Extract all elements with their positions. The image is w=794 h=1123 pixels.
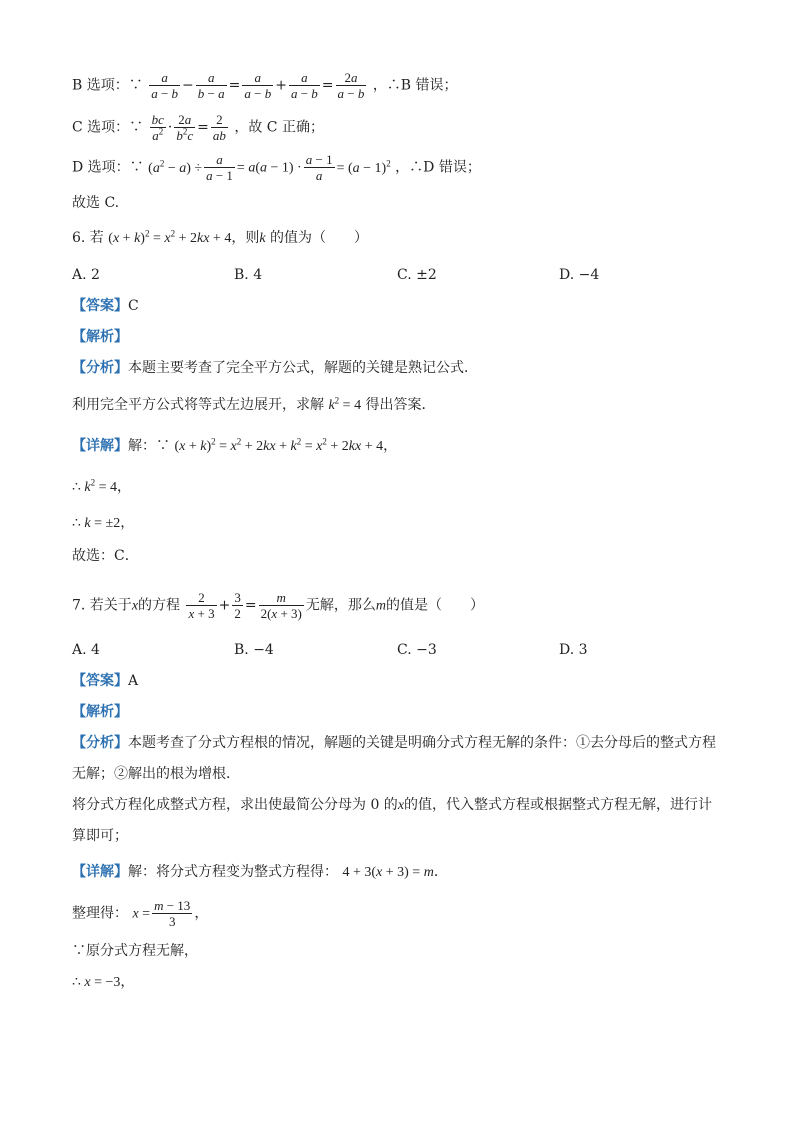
fraction: $\frac{a}{b - a}$: [197, 70, 225, 101]
option-b: B. 4: [234, 267, 263, 283]
analysis-6-line2: 利用完全平方公式将等式左边展开，求解 $k^2 = 4$ 得出答案．: [72, 395, 436, 413]
choose-line: 故选 C.: [72, 195, 120, 211]
fraction: $\frac{a}{a - 1}$: [206, 152, 233, 183]
analysis-7-line4: 算即可；: [72, 828, 128, 844]
question-6-options: [72, 265, 722, 285]
step-k-squared: ∴ $k^2 = 4$，: [72, 477, 132, 495]
fraction: $\frac{a}{a - b}$: [244, 70, 272, 101]
fraction: $\frac{m - 13}{3}$: [154, 898, 191, 929]
step-k-value: ∴ k = ±2，: [72, 516, 135, 531]
analysis-7-line2: 无解；②解出的根为增根．: [72, 766, 240, 782]
answer-6: 【答案】C: [72, 298, 139, 314]
option-c: C. −3: [397, 642, 437, 658]
option-b: B. −4: [234, 642, 274, 658]
option-c: C. ±2: [397, 267, 437, 283]
jiexi-7: 【解析】: [72, 704, 128, 720]
fraction: $\frac{a - 1}{a}$: [305, 152, 333, 183]
step-rearrange: 整理得： x = $\frac{m - 13}{3}$ ，: [72, 898, 209, 929]
step-x-value: ∴ x = −3，: [72, 975, 135, 990]
detail-6: 【详解】解：∵ $(x + k)^2 = x^2 + 2kx + k^2 = x^2 + 2kx + 4$，: [72, 436, 398, 454]
option-c-explanation: C 选项：∵ $\frac{bc}{a^2}$ · $\frac{2a}{b^2c}$ = $\frac{2}{ab}$ ，故 C 正确；: [72, 112, 324, 143]
fraction: $\frac{2a}{b^2c}$: [176, 112, 194, 143]
option-a: A. 4: [72, 642, 100, 658]
fraction: $\frac{2}{ab}$: [212, 112, 226, 143]
analysis-7: 【分析】本题考查了分式方程根的情况，解题的关键是明确分式方程无解的条件：①去分母后的整式方程: [72, 735, 716, 751]
question-7: 7. 若关于x的方程 $\frac{2}{x + 3}$ + $\frac{3}{2}$ = $\frac{m}{2(x + 3)}$ 无解，那么m的值是（ ）: [72, 590, 484, 621]
fraction: $\frac{bc}{a^2}$: [151, 112, 164, 143]
fraction: $\frac{2a}{a - b}$: [337, 70, 365, 101]
fraction: $\frac{3}{2}$: [234, 590, 241, 621]
analysis-7-line3: 将分式方程化成整式方程，求出使最简公分母为 0 的x的值，代入整式方程或根据整式方程无解，进行计: [72, 797, 713, 813]
question-7-options: [72, 640, 722, 660]
option-d: D. −4: [559, 267, 600, 283]
answer-7: 【答案】A: [72, 673, 139, 689]
option-d-explanation: D 选项：∵ $(a^2 - a)$ ÷ $\frac{a}{a - 1}$ = a(a − 1) · $\frac{a - 1}{a}$ = $(a - 1)^2$ ，∴D 错误；: [72, 152, 481, 183]
analysis-6: 【分析】本题主要考查了完全平方公式，解题的关键是熟记公式．: [72, 360, 478, 376]
option-d: D. 3: [559, 642, 588, 658]
choose-6: 故选：C．: [72, 548, 139, 564]
step-no-solution: ∵原分式方程无解，: [72, 943, 198, 959]
detail-7: 【详解】解：将分式方程变为整式方程得： 4 + 3(x + 3) = m．: [72, 864, 448, 880]
question-6: 6. 若 $(x + k)^2 = x^2 + 2kx + 4$，则k 的值为（ ）: [72, 228, 368, 246]
option-a: A. 2: [72, 267, 100, 283]
fraction: $\frac{a}{a - b}$: [290, 70, 318, 101]
option-b-explanation: B 选项：∵ $\frac{a}{a - b}$ − $\frac{a}{b - a}$ = $\frac{a}{a - b}$ + $\frac{a}{a - b}$ = $\frac{2a}{a - b}$ ，∴B 错误；: [72, 70, 458, 101]
jiexi-6: 【解析】: [72, 329, 128, 345]
fraction: $\frac{m}{2(x + 3)}$: [260, 590, 302, 621]
fraction: $\frac{2}{x + 3}$: [188, 590, 215, 621]
fraction: $\frac{a}{a - b}$: [151, 70, 179, 101]
